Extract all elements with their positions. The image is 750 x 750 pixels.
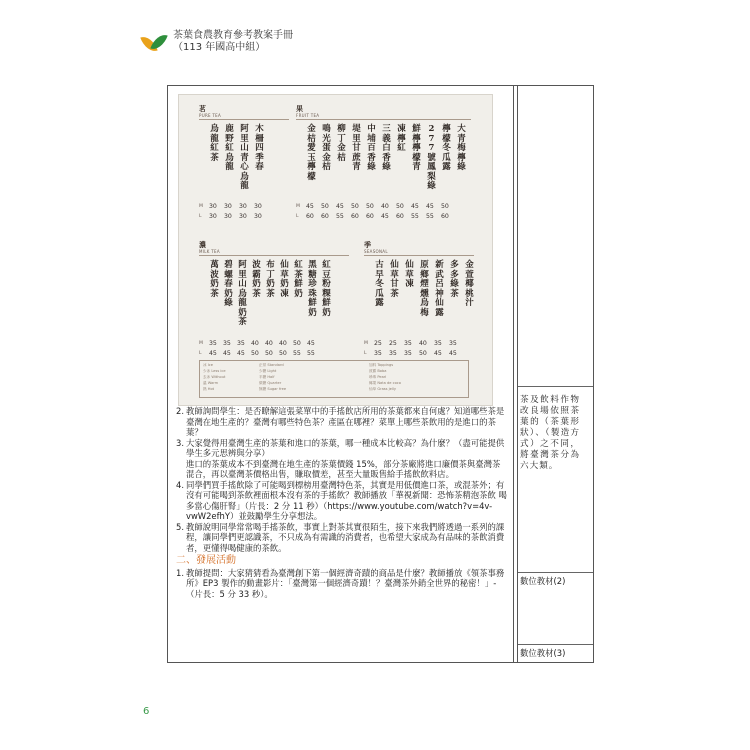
- menu-section-subtitle: FRUIT TEA: [296, 113, 320, 118]
- menu-item: 烏龍紅茶: [210, 124, 219, 163]
- price-medium: 50: [441, 203, 449, 210]
- menu-item: 鮮檸檸檬青: [412, 124, 421, 172]
- legend-item: 少冰 Less ice: [203, 369, 226, 373]
- content-paragraph: [176, 568, 508, 600]
- menu-section-subtitle: SEASONAL: [364, 249, 388, 254]
- price-medium: 45: [426, 203, 434, 210]
- price-large: 30: [209, 213, 217, 220]
- size-label-l: L: [199, 351, 202, 356]
- column-divider: [517, 86, 518, 662]
- digital-material-label-3: 數位教材(3): [520, 648, 566, 658]
- menu-item: 碧螺春奶綠: [224, 260, 233, 308]
- price-medium: 40: [279, 340, 287, 347]
- price-medium: 35: [449, 340, 457, 347]
- price-large: 35: [404, 350, 412, 357]
- price-large: 45: [434, 350, 442, 357]
- size-label-m: M: [364, 341, 368, 346]
- price-large: 60: [366, 213, 374, 220]
- price-medium: 35: [404, 340, 412, 347]
- menu-item: 三義白香綠: [382, 124, 391, 172]
- price-large: 45: [209, 350, 217, 357]
- size-label-l: L: [199, 214, 202, 219]
- paragraph-text: 教師詢問學生：是否瞭解這張菜單中的手搖飲店所用的茶葉都來自何處？知道哪些茶是臺灣在地生產的？臺灣有哪些特色茶？產區在哪裡？菜單上哪些茶飲用的是進口的茶葉？: [186, 406, 505, 437]
- price-medium: 30: [239, 203, 247, 210]
- menu-item: 木柵四季春: [255, 124, 264, 172]
- price-large: 45: [381, 213, 389, 220]
- price-large: 30: [224, 213, 232, 220]
- price-large: 45: [449, 350, 457, 357]
- legend-item: 加料 Toppings: [369, 363, 394, 367]
- menu-item: 原鄉煙燻烏梅: [420, 260, 429, 318]
- price-medium: 45: [307, 340, 315, 347]
- price-large: 55: [336, 213, 344, 220]
- menu-section-subtitle: MILK TEA: [199, 249, 220, 254]
- paragraph-number: 2.: [176, 406, 184, 416]
- price-medium: 40: [251, 340, 259, 347]
- menu-item: 大青梅檸綠: [457, 124, 466, 172]
- menu-item: 凍檸紅: [397, 124, 406, 153]
- price-large: 50: [419, 350, 427, 357]
- menu-item: 紅茶鮮奶: [294, 260, 303, 299]
- price-medium: 45: [306, 203, 314, 210]
- price-large: 45: [223, 350, 231, 357]
- menu-item: 新武呂神仙露: [435, 260, 444, 318]
- menu-item: 檸檬冬瓜露: [442, 124, 451, 172]
- menu-item: 中埔百香綠: [367, 124, 376, 172]
- menu-item: 鳴光蛋金桔: [322, 124, 331, 172]
- legend-item: 正常 Standard: [259, 363, 284, 367]
- size-label-m: M: [296, 204, 300, 209]
- menu-section-rule: [364, 255, 474, 256]
- menu-item: 多多綠茶: [450, 260, 459, 299]
- paragraph-number: 5.: [176, 521, 184, 532]
- lesson-content: [176, 406, 508, 599]
- paragraph-text: 同學們買手搖飲除了可能喝到標榜用臺灣特色茶，其實是用低價進口茶，或混茶外；有沒有可能喝到茶飲裡面根本沒有茶的手搖飲？教師播放「華視新聞：恐怖茶精泡茶飲 喝多當心傷肝腎」（片長：2 分 11 秒）（https://www.youtube.com/watch?v=4v-vwW2efhY）並鼓勵學生分享想法。: [186, 479, 507, 521]
- legend-item: 波霸 Boba: [369, 369, 387, 373]
- price-medium: 45: [411, 203, 419, 210]
- price-large: 45: [237, 350, 245, 357]
- page-header: [143, 30, 293, 66]
- price-medium: 30: [254, 203, 262, 210]
- header-line-1: 茶葉食農教育參考教案手冊: [173, 30, 293, 41]
- price-large: 50: [251, 350, 259, 357]
- legend-item: 去冰 Without: [203, 375, 226, 379]
- price-medium: 25: [374, 340, 382, 347]
- size-label-m: M: [199, 341, 203, 346]
- tea-category-note: 茶及飲料作物改良場依照茶葉的（茶葉形狀）、（製造方式）之不同，將臺灣茶分為六大類。: [520, 395, 580, 471]
- section-heading-development: 二、發展活動: [176, 555, 236, 566]
- price-medium: 50: [351, 203, 359, 210]
- price-large: 55: [293, 350, 301, 357]
- legend-item: 微糖 Quarter: [259, 381, 282, 385]
- price-large: 55: [411, 213, 419, 220]
- row-divider: [518, 386, 593, 387]
- paragraph-text: 教師提問：大家猜猜看為臺灣創下第一個經濟奇蹟的商品是什麼？教師播放《領茶事務所》EP3 製作的動畫影片：「臺灣第一個經濟奇蹟！？臺灣茶外銷全世界的秘密！」-（片長：5 分 33 秒）。: [186, 567, 505, 599]
- price-large: 60: [441, 213, 449, 220]
- menu-item: 仙草奶凍: [280, 260, 289, 299]
- page-number: 6: [143, 706, 150, 717]
- price-large: 60: [396, 213, 404, 220]
- row-divider: [518, 644, 593, 645]
- menu-item: 萬波奶茶: [210, 260, 219, 299]
- legend-item: 椰果 Nata de coco: [369, 381, 401, 385]
- price-large: 55: [307, 350, 315, 357]
- menu-item: 古早冬瓜露: [375, 260, 384, 308]
- price-medium: 30: [224, 203, 232, 210]
- legend-item: 熱 Hot: [203, 387, 215, 391]
- menu-item: 金萱椰桃汁: [465, 260, 474, 308]
- price-medium: 50: [366, 203, 374, 210]
- menu-item: 阿里山烏龍奶茶: [238, 260, 247, 327]
- menu-item: 仙草甘茶: [390, 260, 399, 299]
- price-medium: 35: [209, 340, 217, 347]
- price-large: 50: [265, 350, 273, 357]
- legend-item: 冰 Ice: [203, 363, 213, 367]
- menu-item: 黑糖珍珠鮮奶: [308, 260, 317, 318]
- price-medium: 45: [336, 203, 344, 210]
- drink-menu-photo: [178, 94, 493, 406]
- legend-item: 仙草 Grass jelly: [369, 387, 397, 391]
- price-medium: 35: [434, 340, 442, 347]
- legend-item: 半糖 Half: [259, 375, 275, 379]
- content-paragraph: [176, 406, 508, 438]
- price-large: 30: [254, 213, 262, 220]
- menu-section-title: 茗: [199, 105, 206, 113]
- menu-section-rule: [199, 255, 349, 256]
- digital-material-label-2: 數位教材(2): [520, 576, 566, 586]
- price-medium: 40: [419, 340, 427, 347]
- menu-item: 波霸奶茶: [252, 260, 261, 299]
- paragraph-number: 1.: [176, 567, 184, 578]
- paragraph-text: 大家覺得用臺灣生產的茶葉和進口的茶葉，哪一種成本比較高？為什麼？（盡可能提供學生多元思辨與分享）: [186, 437, 505, 458]
- menu-item: 277號鳳梨綠: [427, 124, 436, 191]
- menu-section-rule: [296, 119, 471, 120]
- menu-item: 鹿野紅烏龍: [225, 124, 234, 172]
- menu-item: 仙草凍: [405, 260, 414, 289]
- price-medium: 35: [223, 340, 231, 347]
- legend-item: 無糖 Sugar free: [259, 387, 287, 391]
- legend-item: 少糖 Light: [259, 369, 277, 373]
- price-medium: 40: [265, 340, 273, 347]
- price-large: 55: [426, 213, 434, 220]
- menu-item: 紅豆粉粿鮮奶: [322, 260, 331, 318]
- price-medium: 50: [321, 203, 329, 210]
- legend-item: 珍珠 Pearl: [369, 375, 387, 379]
- paragraph-text: 進口的茶葉成本不到臺灣在地生產的茶葉價錢 15%，部分茶廠將進口廉價茶與臺灣茶混合，再以臺灣茶價格出售，賺取價差，甚至大量販售給手搖飲飲料店。: [186, 458, 501, 479]
- size-label-l: L: [364, 351, 367, 356]
- menu-item: 阿里山青心烏龍: [240, 124, 249, 191]
- column-divider: [513, 86, 514, 662]
- price-medium: 50: [293, 340, 301, 347]
- legend-box: [199, 360, 469, 398]
- price-large: 60: [351, 213, 359, 220]
- price-medium: 40: [381, 203, 389, 210]
- lesson-plan-table: [167, 85, 594, 663]
- menu-section-subtitle: PURE TEA: [199, 113, 222, 118]
- menu-section-title: 濃: [199, 241, 206, 249]
- price-large: 50: [279, 350, 287, 357]
- menu-section-title: 季: [364, 241, 371, 249]
- price-large: 60: [306, 213, 314, 220]
- menu-item: 柳丁金桔: [337, 124, 346, 163]
- size-label-m: M: [199, 204, 203, 209]
- paragraph-text: 教師說明同學常常喝手搖茶飲，事實上對茶其實很陌生，接下來我們將透過一系列的課程，讓同學們更認識茶，不只成為有需識的消費者，也希望大家成為有品味的茶飲消費者，更懂得喝健康的茶飲。: [186, 521, 505, 553]
- content-paragraph: [176, 480, 508, 522]
- paragraph-number: 3.: [176, 437, 184, 448]
- price-large: 35: [389, 350, 397, 357]
- legend-item: 溫 Warm: [203, 381, 219, 385]
- price-medium: 30: [209, 203, 217, 210]
- menu-section-rule: [199, 119, 289, 120]
- row-divider: [518, 572, 593, 573]
- menu-item: 堤里甘蔗青: [352, 124, 361, 172]
- paragraph-number: 4.: [176, 479, 184, 490]
- content-paragraph: [176, 459, 508, 480]
- menu-item: 布丁奶茶: [266, 260, 275, 299]
- tea-leaf-logo-icon: [143, 33, 167, 55]
- price-large: 60: [321, 213, 329, 220]
- menu-item: 金桔愛玉檸檬: [307, 124, 316, 182]
- header-line-2: （113 年國高中組）: [173, 42, 266, 53]
- header-title: [173, 30, 293, 54]
- price-large: 30: [239, 213, 247, 220]
- price-medium: 35: [237, 340, 245, 347]
- price-large: 35: [374, 350, 382, 357]
- content-paragraph: [176, 438, 508, 459]
- content-paragraph: [176, 522, 508, 554]
- price-medium: 25: [389, 340, 397, 347]
- price-medium: 50: [396, 203, 404, 210]
- size-label-l: L: [296, 214, 299, 219]
- menu-section-title: 果: [296, 105, 303, 113]
